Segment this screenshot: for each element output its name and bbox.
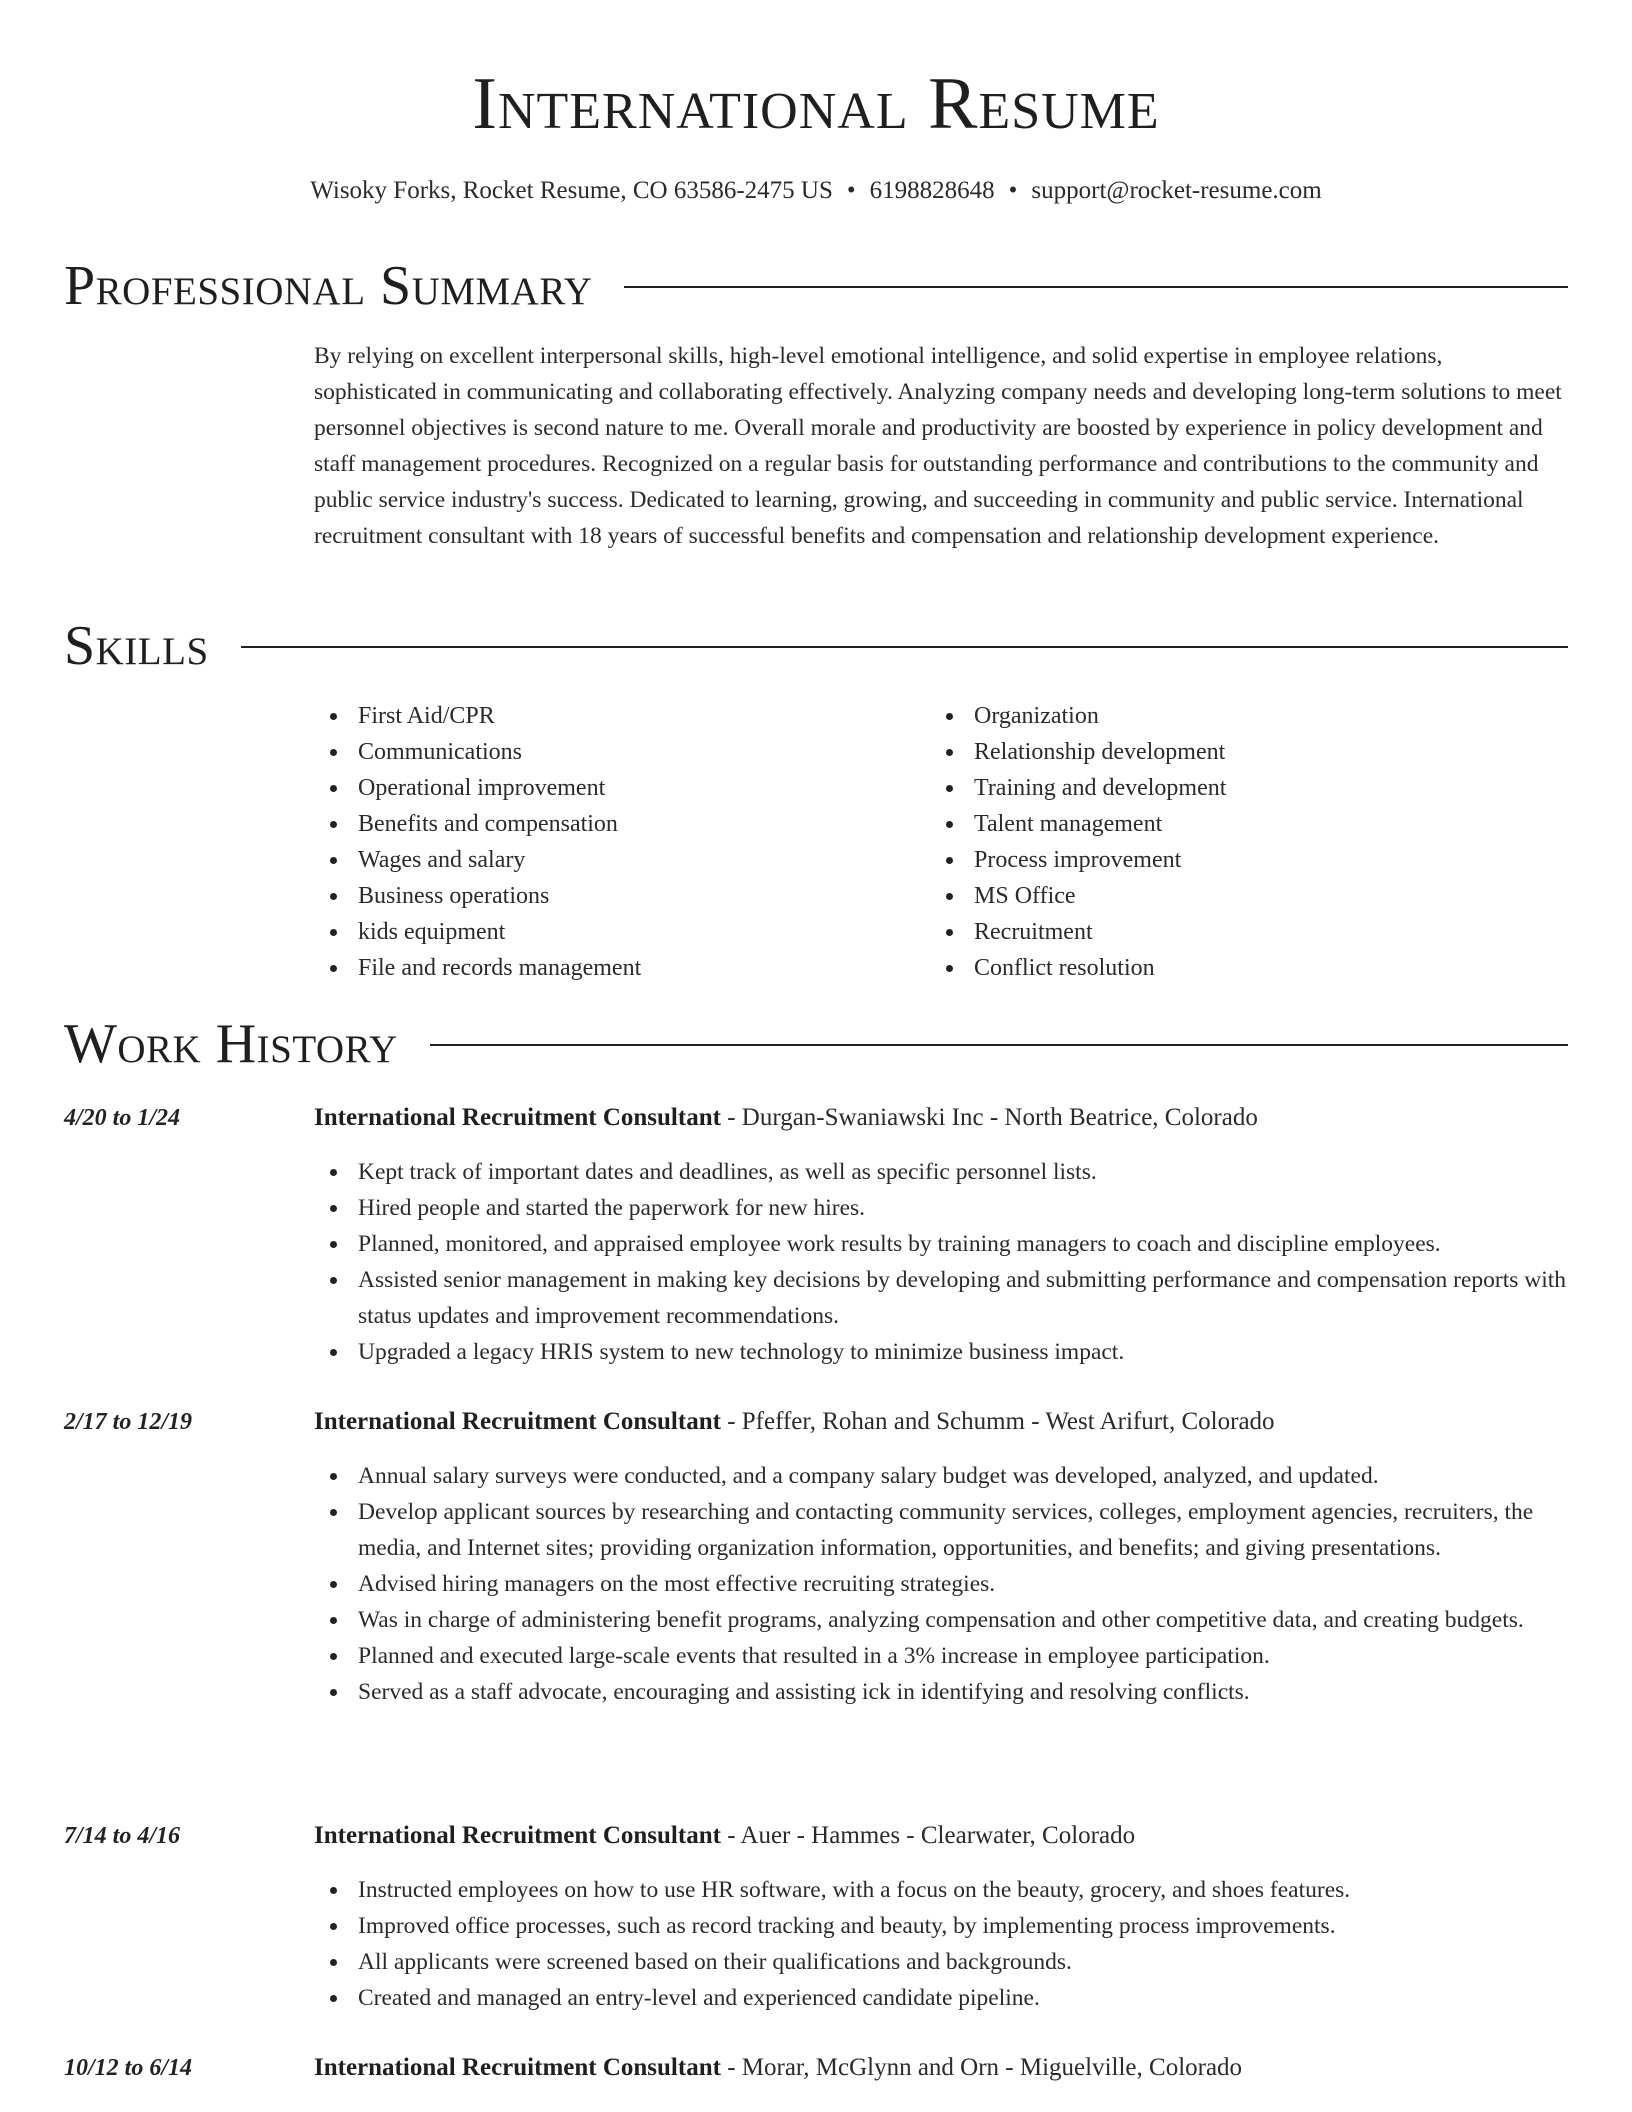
skill-item: Recruitment [930,914,1530,950]
skill-item: Business operations [314,878,914,914]
contact-separator: • [1008,177,1018,204]
job-employer: - Morar, McGlynn and Orn - Miguelville, Colorado [720,2054,1243,2081]
work-section-header [64,1012,1568,1076]
contact-separator: • [846,177,856,204]
contact-line [0,174,1632,208]
skill-item: MS Office [930,878,1530,914]
summary-section-header [64,254,1568,318]
job-dates: 10/12 to 6/14 [64,2055,193,2081]
skill-item: Benefits and compensation [314,806,914,842]
skill-item: File and records management [314,950,914,986]
skills-list-right [930,698,1530,986]
skill-item: Operational improvement [314,770,914,806]
duty-item: Upgraded a legacy HRIS system to new technology to minimize business impact. [314,1334,1568,1370]
job-dates: 7/14 to 4/16 [64,1823,181,1849]
job-title-line [314,1818,1135,1854]
job-employer: - Durgan-Swaniawski Inc - North Beatrice, Colorado [720,1104,1258,1131]
job-role: International Recruitment Consultant [314,1104,721,1131]
skill-item: Talent management [930,806,1530,842]
skills-list-left [314,698,914,986]
skill-item: Process improvement [930,842,1530,878]
skills-section-header [64,614,1568,678]
contact-address: Wisoky Forks, Rocket Resume, CO 63586-2475 US [310,177,833,204]
job-role: International Recruitment Consultant [314,1408,721,1435]
job-duties [314,1458,1568,1710]
duty-item: Improved office processes, such as record tracking and beauty, by implementing process improvements. [314,1908,1568,1944]
skill-item: Organization [930,698,1530,734]
skill-item: First Aid/CPR [314,698,914,734]
duty-item: Kept track of important dates and deadlines, as well as specific personnel lists. [314,1154,1568,1190]
duty-item: Created and managed an entry-level and experienced candidate pipeline. [314,1980,1568,2016]
skill-item: Wages and salary [314,842,914,878]
job-title-line [314,1100,1258,1136]
job-dates: 4/20 to 1/24 [64,1105,181,1131]
summary-heading: Professional Summary [64,255,593,317]
resume-name: International Resume [472,63,1160,145]
skill-item: Communications [314,734,914,770]
skills-heading: Skills [64,615,209,677]
duty-item: Was in charge of administering benefit programs, analyzing compensation and other competitive data, and creating budgets. [314,1602,1568,1638]
section-divider [241,646,1568,648]
skill-item: Training and development [930,770,1530,806]
contact-email: support@rocket-resume.com [1031,177,1322,204]
job-title-line [314,1404,1275,1440]
duty-item: All applicants were screened based on their qualifications and backgrounds. [314,1944,1568,1980]
job-employer: - Auer - Hammes - Clearwater, Colorado [720,1822,1136,1849]
duty-item: Annual salary surveys were conducted, and a company salary budget was developed, analyzed, and updated. [314,1458,1568,1494]
job-employer: - Pfeffer, Rohan and Schumm - West Arifurt, Colorado [720,1408,1275,1435]
skill-item: kids equipment [314,914,914,950]
duty-item: Assisted senior management in making key decisions by developing and submitting performance and compensation reports with status updates and improvement recommendations. [314,1262,1568,1334]
summary-text: By relying on excellent interpersonal skills, high-level emotional intelligence, and solid expertise in employee relations, sophisticated in communicating and collaborating effectively. Analyzing company needs and developing long-term solutions to meet personnel objectives is second nature to me. Overall morale and productivity are boosted by experience in policy development and staff management procedures. Recognized on a regular basis for outstanding performance and contributions to the community and public service industry's success. Dedicated to learning, growing, and succeeding in community and public service. International recruitment consultant with 18 years of successful benefits and compensation and relationship development experience. [314,343,1562,549]
duty-item: Served as a staff advocate, encouraging and assisting ick in identifying and resolving conflicts. [314,1674,1568,1710]
work-heading: Work History [64,1013,398,1075]
duty-item: Planned, monitored, and appraised employee work results by training managers to coach and discipline employees. [314,1226,1568,1262]
skill-item: Conflict resolution [930,950,1530,986]
duty-item: Develop applicant sources by researching and contacting community services, colleges, employment agencies, recruiters, the media, and Internet sites; providing organization information, opportunities, and benefits; and giving presentations. [314,1494,1568,1566]
contact-phone: 6198828648 [869,177,995,204]
job-role: International Recruitment Consultant [314,2054,721,2081]
duty-item: Instructed employees on how to use HR software, with a focus on the beauty, grocery, and shoes features. [314,1872,1568,1908]
job-role: International Recruitment Consultant [314,1822,721,1849]
job-duties [314,1872,1568,2016]
job-duties [314,1154,1568,1370]
job-title-line [314,2050,1242,2086]
duty-item: Hired people and started the paperwork for new hires. [314,1190,1568,1226]
duty-item: Planned and executed large-scale events that resulted in a 3% increase in employee participation. [314,1638,1568,1674]
duty-item: Advised hiring managers on the most effective recruiting strategies. [314,1566,1568,1602]
section-divider [430,1044,1568,1046]
section-divider [624,286,1568,288]
skill-item: Relationship development [930,734,1530,770]
job-dates: 2/17 to 12/19 [64,1409,193,1435]
